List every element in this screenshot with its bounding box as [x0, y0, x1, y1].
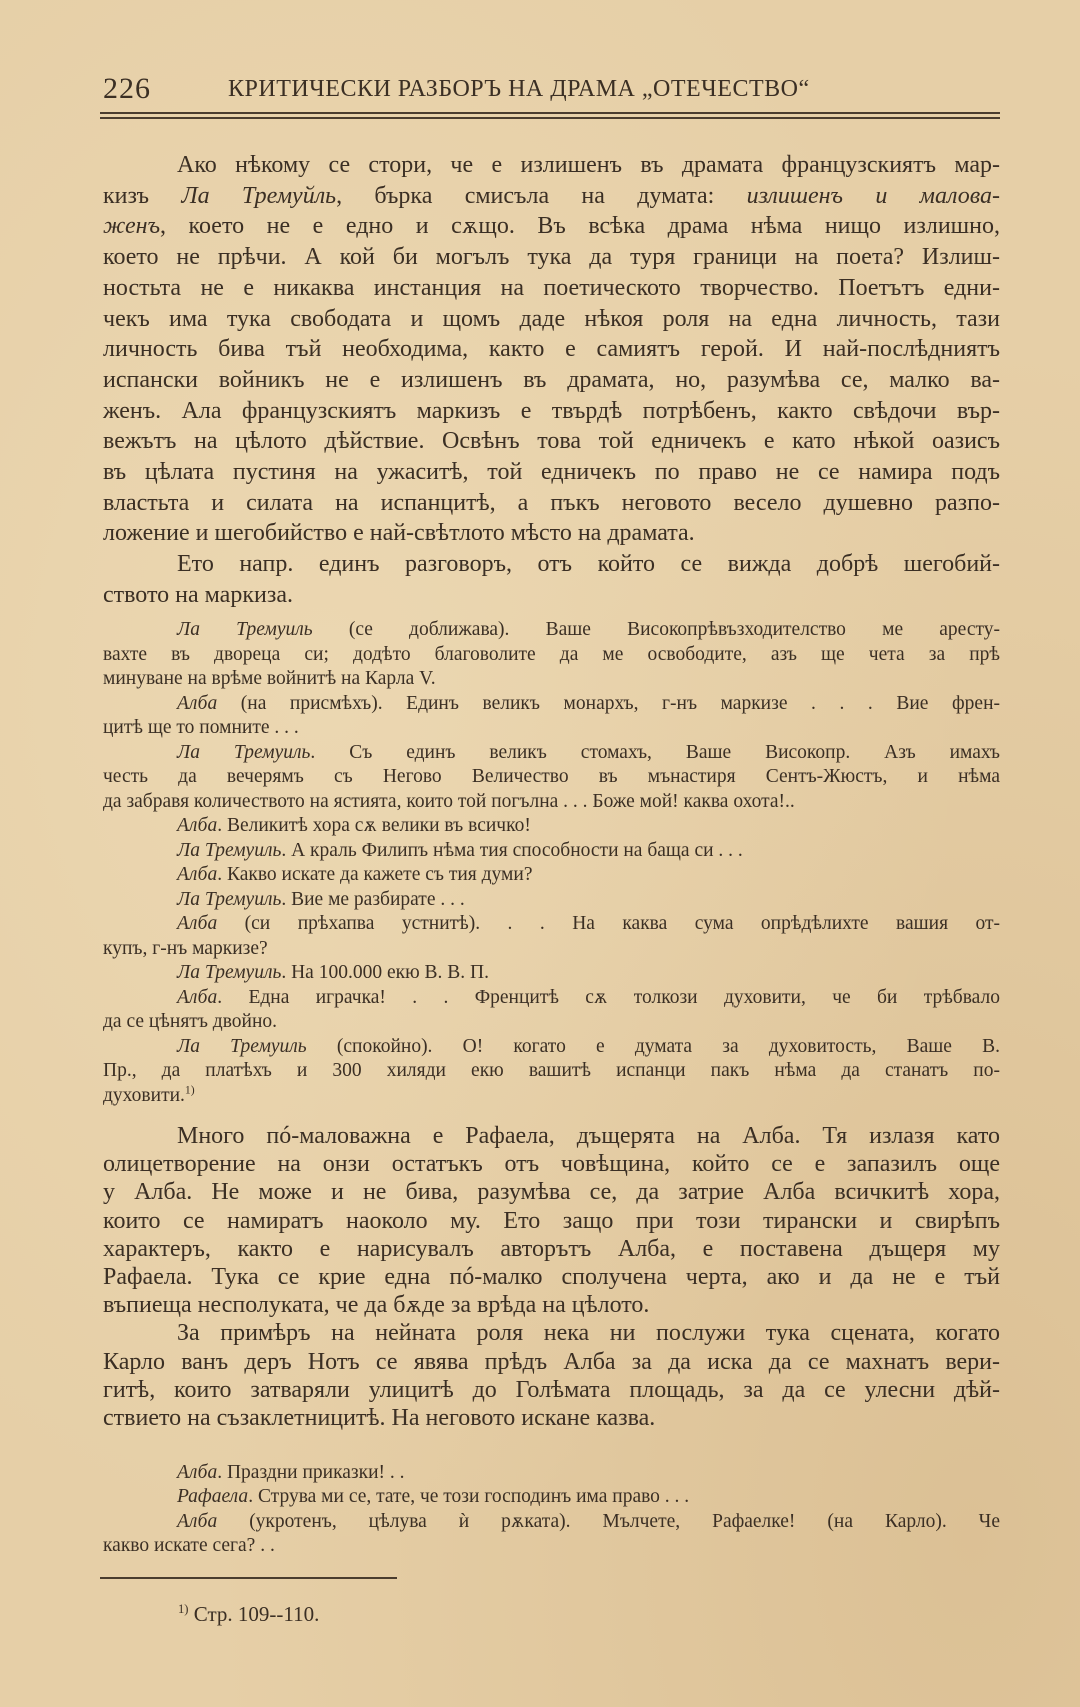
text-run: . Вие ме разбирате . . .	[281, 888, 465, 910]
text-line	[103, 1534, 1000, 1558]
text-line	[103, 549, 1000, 580]
text-run: които се намиратъ наоколо му. Ето защо при този тирански и свирѣпъ	[103, 1207, 1000, 1234]
text-run: Пр., да платѣхъ и 300 хиляди екю вашитѣ испанци пакъ нѣма да станатъ по-	[103, 1060, 1000, 1081]
paragraph	[103, 150, 1000, 549]
text-line	[103, 150, 1000, 181]
text-line	[103, 692, 1000, 717]
speaker-name: Ла Тремуиль	[177, 619, 313, 640]
text-run: да забравя количеството на ястията, които той погълна . . . Боже мой! каква охота!..	[103, 790, 795, 812]
text-run: какво искате сега? . .	[103, 1534, 275, 1556]
speaker-name: Алба	[177, 1462, 218, 1483]
dialogue-excerpt-1	[103, 618, 1000, 1108]
text-line	[103, 1485, 1000, 1509]
italic-text: женъ	[103, 213, 161, 240]
text-line	[103, 937, 1000, 962]
text-run: (си прѣхапва устнитѣ). . . На каква сума опрѣдѣлихте вашия от-	[217, 913, 1000, 934]
text-run: Много пó-маловажна е Рафаела, дъщерята на Алба. Тя излазя като	[177, 1123, 1000, 1149]
text-run: олицетворение на онзи остатъкъ отъ човѣщина, който се е запазилъ още	[103, 1151, 1000, 1178]
speaker-name: Ла Тремуиль	[177, 962, 282, 983]
text-line	[103, 1178, 1000, 1206]
text-run: испански войникъ не е излишенъ въ драмата, но, разумѣва се, малко ва-	[103, 366, 1000, 393]
text-line	[103, 618, 1000, 643]
text-line	[103, 863, 1000, 888]
text-line	[103, 1035, 1000, 1060]
text-run: (се доближава). Ваше Високопрѣвъзходителство ме аресту-	[312, 619, 1000, 640]
text-line	[103, 1291, 1000, 1319]
text-line	[103, 1235, 1000, 1263]
speaker-name: Ла Тремуиль	[177, 741, 311, 763]
text-line	[103, 790, 1000, 815]
text-line	[103, 426, 1000, 457]
dialogue-speech	[103, 1461, 1000, 1485]
dialogue-speech	[103, 888, 1000, 913]
text-run: , бърка смисъла на думата:	[336, 182, 747, 209]
body-text-middle	[103, 1122, 1000, 1432]
text-line	[103, 488, 1000, 519]
speaker-name: Рафаела	[177, 1486, 249, 1508]
text-line	[103, 334, 1000, 365]
dialogue-speech	[103, 839, 1000, 864]
body-text-top	[103, 150, 1000, 611]
running-title: КРИТИЧЕСКИ РАЗБОРЪ НА ДРАМА „ОТЕЧЕСТВО“	[228, 76, 810, 102]
text-line	[103, 1461, 1000, 1485]
text-run: кизъ	[103, 182, 182, 209]
text-line	[103, 304, 1000, 335]
text-run: ството на маркиза.	[103, 581, 293, 608]
text-line	[103, 1150, 1000, 1178]
text-line	[103, 1084, 1000, 1109]
dialogue-speech	[103, 961, 1000, 986]
text-line	[103, 643, 1000, 668]
text-line	[103, 961, 1000, 986]
text-run: женъ. Ала французскиятъ маркизъ е твърдѣ потрѣбенъ, както свѣдочи вър-	[103, 397, 1000, 424]
text-run: Карло ванъ деръ Нотъ се явява прѣдъ Алба за да иска да се махнатъ вери-	[103, 1348, 1000, 1375]
text-run: (спокойно). О! когато е думата за духовитость, Ваше В.	[306, 1035, 1000, 1057]
dialogue-speech	[103, 814, 1000, 839]
text-line	[103, 1010, 1000, 1035]
text-run: чекъ има тука свободата и щомъ даде нѣкоя роля на една личность, тази	[103, 305, 1000, 332]
text-run: вахте въ двореца си; додѣто благоволите да ме освободите, азъ ще чета за прѣ	[103, 643, 1000, 665]
dialogue-speech	[103, 692, 1000, 741]
text-run: Ето напр. единъ разговоръ, отъ който се вижда добрѣ шегобий-	[177, 551, 1000, 578]
text-run: Рафаела. Тука се крие една пó-малко сполучена черта, ако и да не е тъй	[103, 1264, 1000, 1291]
text-run: (укротенъ, цѣлува ѝ рѫката). Мълчете, Рафаелке! (на Карло). Че	[217, 1510, 1000, 1532]
text-run: властьта и силата на испанцитѣ, а пъкъ неговото весело душевно разпо-	[103, 489, 1000, 516]
speaker-name: Алба	[177, 815, 218, 836]
paragraph	[103, 549, 1000, 610]
page-number: 226	[103, 72, 151, 105]
text-line	[103, 814, 1000, 839]
text-line	[103, 273, 1000, 304]
text-run: . Великитѣ хора сѫ велики въ всичко!	[217, 815, 531, 836]
dialogue-speech	[103, 1035, 1000, 1109]
text-run: . Съ единъ великъ стомахъ, Ваше Високопр. Азъ имахъ	[310, 741, 1000, 763]
text-run: честь да вечерямъ съ Негово Величество въ мънастиря Сентъ-Жюстъ, и нѣма	[103, 766, 1000, 787]
text-run: купъ, г-нъ маркизе?	[103, 937, 268, 959]
dialogue-speech	[103, 1510, 1000, 1559]
speaker-name: Алба	[177, 1510, 218, 1532]
speaker-name: Алба	[177, 692, 218, 714]
header-rule-bottom	[100, 117, 1000, 119]
speaker-name: Алба	[177, 986, 218, 1008]
text-line	[103, 839, 1000, 864]
text-line	[103, 912, 1000, 937]
dialogue-excerpt-2	[103, 1461, 1000, 1558]
text-run: Ако нѣкому се стори, че е излишенъ въ драмата французскиятъ мар-	[177, 152, 1000, 178]
dialogue-speech	[103, 986, 1000, 1035]
text-run: въпиеща несполуката, че да бѫде за врѣда на цѣлото.	[103, 1292, 650, 1319]
text-run: гитѣ, които затваряли улицитѣ до Голѣмата площадь, за да се улесни дѣй-	[103, 1376, 1000, 1403]
paragraph	[103, 1319, 1000, 1432]
text-run: цитѣ ще то помните . . .	[103, 717, 299, 738]
dialogue-speech	[103, 741, 1000, 815]
italic-text: Ла Тремуйль	[181, 182, 337, 209]
text-line	[103, 986, 1000, 1011]
text-run: ностьта не е никаква инстанция на поетическото творчество. Поетътъ едни-	[103, 274, 1000, 301]
speaker-name: Ла Тремуиль	[177, 1035, 307, 1057]
text-run: характеръ, както е нарисувалъ авторътъ Алба, е поставена дъщеря му	[103, 1235, 1000, 1262]
text-line	[103, 1319, 1000, 1347]
text-line	[103, 211, 1000, 242]
header-rule-top	[100, 112, 1000, 114]
text-line	[103, 1263, 1000, 1291]
text-line	[103, 1207, 1000, 1235]
text-line	[103, 181, 1000, 212]
text-line	[103, 457, 1000, 488]
speaker-name: Ла Тремуиль	[177, 888, 282, 910]
text-run: . А краль Филипъ нѣма тия способности на баща си . . .	[281, 839, 743, 861]
dialogue-speech	[103, 912, 1000, 961]
footnote-rule	[100, 1577, 397, 1579]
text-run: минуване на врѣме войнитѣ на Карла V.	[103, 668, 436, 689]
text-line	[103, 365, 1000, 396]
dialogue-speech	[103, 618, 1000, 692]
text-run: . На 100.000 екю В. В. П.	[281, 962, 489, 983]
footnote-marker: 1)	[178, 1602, 189, 1616]
text-run: . Праздни приказки! . .	[217, 1462, 405, 1483]
text-line	[103, 888, 1000, 913]
footnote-reference: 1)	[184, 1083, 195, 1096]
speaker-name: Алба	[177, 864, 218, 885]
text-run: (на присмѣхъ). Единъ великъ монархъ, г-нъ маркизе . . . Вие френ-	[217, 692, 1000, 714]
text-line	[103, 396, 1000, 427]
text-line	[103, 741, 1000, 766]
text-line	[103, 1404, 1000, 1432]
paragraph	[103, 1122, 1000, 1319]
text-run: духовити.	[103, 1084, 185, 1106]
text-line	[103, 1376, 1000, 1404]
text-line	[103, 716, 1000, 741]
speaker-name: Ла Тремуиль	[177, 839, 282, 861]
text-run: . Какво искате да кажете съ тия думи?	[217, 864, 533, 885]
text-run: . Една играчка! . . Френцитѣ сѫ толкози духовити, че би трѣбвало	[217, 986, 1000, 1008]
text-line	[103, 765, 1000, 790]
italic-text: излишенъ и малова-	[746, 182, 1000, 209]
text-line	[103, 242, 1000, 273]
text-run: у Алба. Не може и не бива, разумѣва се, да затрие Алба всичкитѣ хора,	[103, 1179, 1000, 1206]
dialogue-speech	[103, 1485, 1000, 1509]
text-run: личность бива тъй необходима, както е самиятъ герой. И най-послѣдниятъ	[103, 336, 1000, 363]
footnote-text: Стр. 109--110.	[188, 1602, 320, 1626]
dialogue-speech	[103, 863, 1000, 888]
text-line	[103, 667, 1000, 692]
text-run: ложение и шегобийство е най-свѣтлото мѣсто на драмата.	[103, 520, 695, 547]
text-line	[103, 1510, 1000, 1534]
text-line	[103, 518, 1000, 549]
text-run: , което не е едно и сѫщо. Въ всѣка драма нѣма нищо излишно,	[160, 213, 1000, 240]
text-run: ствието на съзаклетницитѣ. На неговото искане казва.	[103, 1405, 656, 1432]
text-run: вежътъ на цѣлото дѣйствие. Освѣнъ това той едничекъ е като нѣкой оазисъ	[103, 428, 1000, 455]
text-run: да се цѣнятъ двойно.	[103, 1011, 278, 1032]
text-run: въ цѣлата пустиня на ужаситѣ, той едничекъ по право не се намира подъ	[103, 459, 1000, 486]
text-line	[103, 580, 1000, 611]
text-run: За примѣръ на нейната роля нека ни послужи тука сцената, когато	[177, 1320, 1000, 1347]
text-run: което не прѣчи. А кой би могълъ тука да туря граници на поета? Излиш-	[103, 244, 1000, 271]
text-line	[103, 1348, 1000, 1376]
text-run: . Струва ми се, тате, че този господинъ има право . . .	[248, 1486, 690, 1508]
text-line	[103, 1059, 1000, 1084]
text-line	[103, 1122, 1000, 1150]
footnote	[178, 1602, 319, 1627]
speaker-name: Алба	[177, 913, 218, 934]
